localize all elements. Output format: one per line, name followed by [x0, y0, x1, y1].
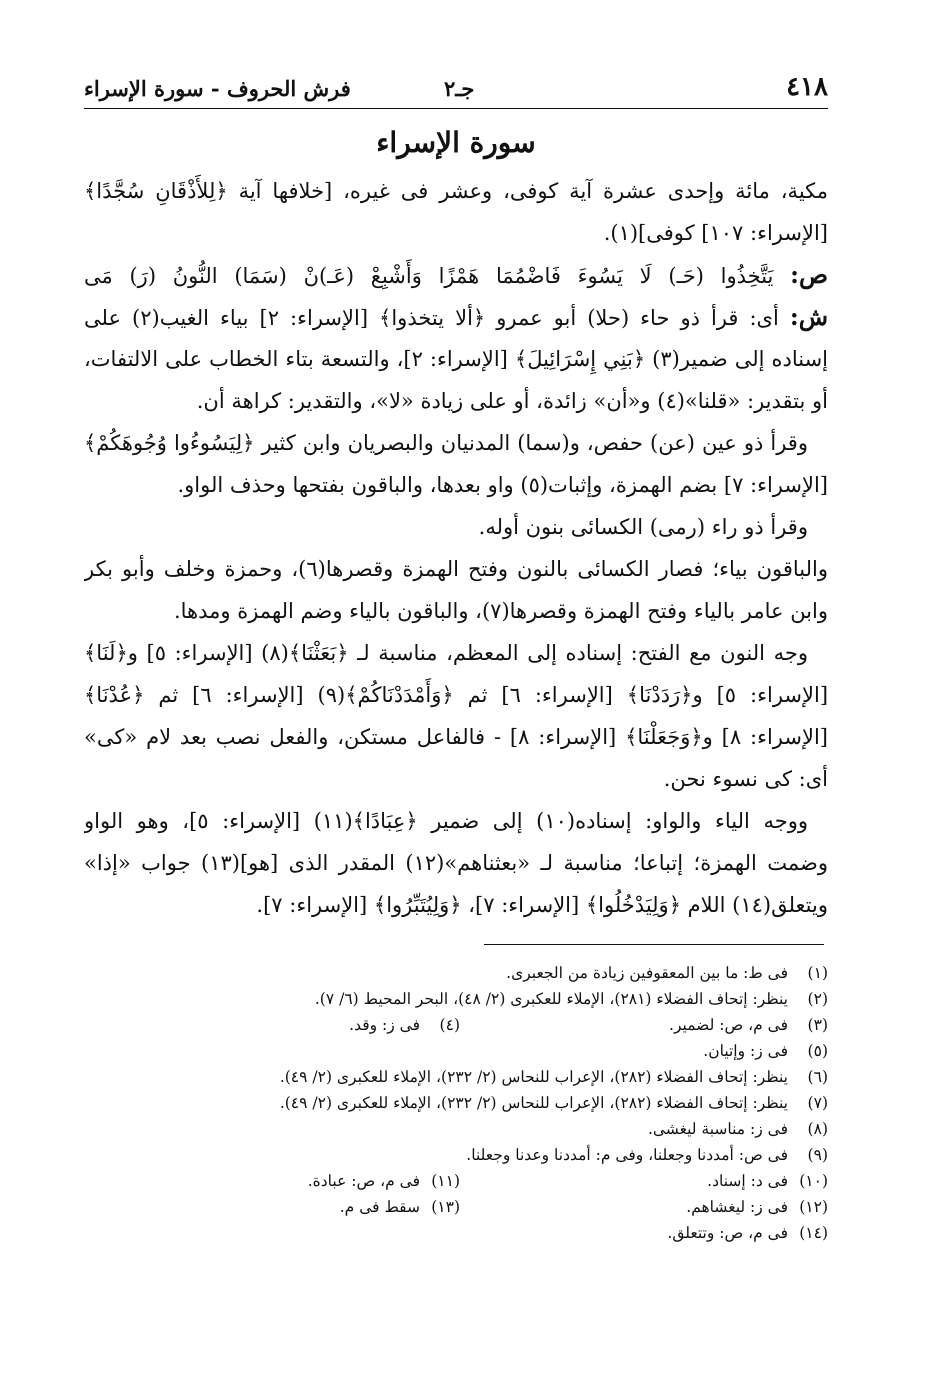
footnote-text: فى ز: وإتيان.	[703, 1042, 788, 1060]
footnote-text: فى ز: وقد.	[349, 1016, 420, 1034]
text-line: مكية، مائة وإحدى عشرة آية كوفى، وعشر فى غيره، [خلافها آية ﴿لِلأَذْقَانِ سُجَّدًا﴾	[84, 179, 828, 203]
running-header	[84, 72, 828, 106]
footnote-number: (٢)	[807, 990, 828, 1008]
verse-text: يَتَّخِذُوا (حَـ) لَا يَسُوءَ فَاضْمُمَا هَمْزًا وَأَشْبِعْ (عَـ)نْ (سَمَا) النُّونُ (رَ) مَى	[84, 264, 774, 288]
text-line: والباقون بياء؛ فصار الكسائى بالنون وفتح الهمزة وقصرها(٦)، وحمزة وخلف وأبو بكر	[84, 557, 828, 581]
commentary-text: أى: قرأ ذو حاء (حلا) أبو عمرو ﴿ألا يتخذوا﴾ [الإسراء: ٢] بياء الغيب(٢) على	[84, 306, 779, 330]
section-title: فرش الحروف - سورة الإسراء	[84, 76, 351, 101]
footnote-text: ينظر: إتحاف الفضلاء (٢٨٢)، الإعراب للنحاس (٢/ ٢٣٢)، الإملاء للعكبرى (٢/ ٤٩).	[279, 1068, 788, 1086]
footnote-text: سقط فى م.	[339, 1198, 420, 1216]
text-line: أى: كى نسوء نحن.	[663, 767, 828, 791]
footnote-number: (١٢)	[799, 1198, 828, 1216]
footnote	[84, 1038, 828, 1064]
footnote-text: فى م، ص: عبادة.	[307, 1172, 420, 1190]
footnote	[84, 960, 828, 986]
footnote-number: (٤)	[439, 1016, 460, 1034]
footnote-number: (١٤)	[799, 1224, 828, 1242]
footnote-number: (٩)	[807, 1146, 828, 1164]
footnote-number: (٦)	[807, 1068, 828, 1086]
text-line: وابن عامر بالياء وفتح الهمزة وقصرها(٧)، والباقون بالياء وضم الهمزة ومدها.	[173, 599, 828, 623]
footnote-number: (١٣)	[431, 1198, 460, 1216]
sad-marker: ص:	[790, 260, 828, 289]
footnote	[84, 1142, 828, 1168]
commentary-line	[84, 296, 828, 338]
footnote-text: فى م، ص: لضمير.	[669, 1016, 788, 1034]
footnote-secondary	[308, 1168, 460, 1194]
footnote	[84, 986, 828, 1012]
footnote	[84, 1116, 828, 1142]
footnote-number: (٥)	[807, 1042, 828, 1060]
text-line: وقرأ ذو راء (رمى) الكسائى بنون أوله.	[478, 515, 808, 539]
footnote-text: فى ز: ليغشاهم.	[686, 1198, 788, 1216]
footnote-secondary	[340, 1194, 460, 1220]
footnote-number: (١)	[807, 964, 828, 982]
footnote-text: فى م، ص: وتتعلق.	[667, 1224, 788, 1242]
footnote	[84, 1168, 828, 1194]
footnote-number: (٨)	[807, 1120, 828, 1138]
footnote-text: ينظر: إتحاف الفضلاء (٢٨١)، الإملاء للعكبرى (٢/ ٤٨)، البحر المحيط (٦/ ٧).	[314, 990, 788, 1008]
footnote-text: فى ص: أمددنا وجعلنا، وفى م: أمددنا وعدنا وجعلنا.	[466, 1146, 788, 1164]
text-line: [الإسراء: ٥] و﴿رَدَدْنَا﴾ [الإسراء: ٦] ثم ﴿وَأَمْدَدْنَاكُمْ﴾(٩) [الإسراء: ٦] ثم ﴿عُدْنَا﴾	[84, 683, 828, 707]
footnote-number: (١١)	[431, 1172, 460, 1190]
footnote-number: (١٠)	[799, 1172, 828, 1190]
main-text	[84, 170, 828, 926]
shin-marker: ش:	[789, 302, 828, 331]
surah-title: سورة الإسراء	[376, 126, 536, 159]
footnotes	[84, 960, 828, 1246]
footnote	[84, 1220, 828, 1246]
footnote-text: ينظر: إتحاف الفضلاء (٢٨٢)، الإعراب للنحاس (٢/ ٢٣٢)، الإملاء للعكبرى (٢/ ٤٩).	[279, 1094, 788, 1112]
text-line: إسناده إلى ضمير(٣) ﴿بَنِي إِسْرَائِيلَ﴾ [الإسراء: ٢]، والتسعة بتاء الخطاب على الالتفات،	[84, 347, 828, 371]
footnote-number: (٣)	[807, 1016, 828, 1034]
footnote-rule	[484, 944, 824, 945]
text-line: [الإسراء: ١٠٧] كوفى](١).	[603, 221, 828, 245]
footnote	[84, 1194, 828, 1220]
text-line: [الإسراء: ٧] بضم الهمزة، وإثبات(٥) واو بعدها، والباقون بفتحها وحذف الواو.	[177, 473, 828, 497]
footnote-text: فى ز: مناسبة ليغشى.	[647, 1120, 788, 1138]
footnote	[84, 1012, 828, 1038]
volume-label: جـ٢	[444, 76, 475, 101]
footnote-secondary	[349, 1012, 460, 1038]
verse-line	[84, 254, 828, 296]
footnote	[84, 1064, 828, 1090]
header-rule	[84, 108, 828, 109]
footnote-text: فى د: إسناد.	[707, 1172, 788, 1190]
text-line: ويتعلق(١٤) اللام ﴿وَلِيَدْخُلُوا﴾ [الإسراء: ٧]، ﴿وَلِيُتَبِّرُوا﴾ [الإسراء: ٧].	[256, 893, 828, 917]
footnote-text: فى ط: ما بين المعقوفين زيادة من الجعبرى.	[506, 964, 788, 982]
text-line: وضمت الهمزة؛ إتباعا؛ مناسبة لـ «بعثناهم»(١٢) المقدر الذى [هو](١٣) جواب «إذا»	[84, 851, 828, 875]
text-line: وقرأ ذو عين (عن) حفص، و(سما) المدنيان والبصريان وابن كثير ﴿لِيَسُوءُوا وُجُوهَكُمْ﴾	[84, 431, 808, 455]
footnote	[84, 1090, 828, 1116]
page-number: ٤١٨	[786, 72, 828, 102]
text-line: وجه النون مع الفتح: إسناده إلى المعظم، مناسبة لـ ﴿بَعَثْنَا﴾(٨) [الإسراء: ٥] و﴿لَنَا﴾	[84, 641, 808, 665]
text-line: أو بتقدير: «قلنا»(٤) و«أن» زائدة، أو على زيادة «لا»، والتقدير: كراهة أن.	[196, 389, 828, 413]
text-line: ووجه الياء والواو: إسناده(١٠) إلى ضمير ﴿عِبَادًا﴾(١١) [الإسراء: ٥]، وهو الواو	[84, 809, 808, 833]
text-line: [الإسراء: ٨] و﴿وَجَعَلْنَا﴾ [الإسراء: ٨] - فالفاعل مستكن، والفعل نصب بعد لام «كى»	[84, 725, 828, 749]
footnote-number: (٧)	[807, 1094, 828, 1112]
